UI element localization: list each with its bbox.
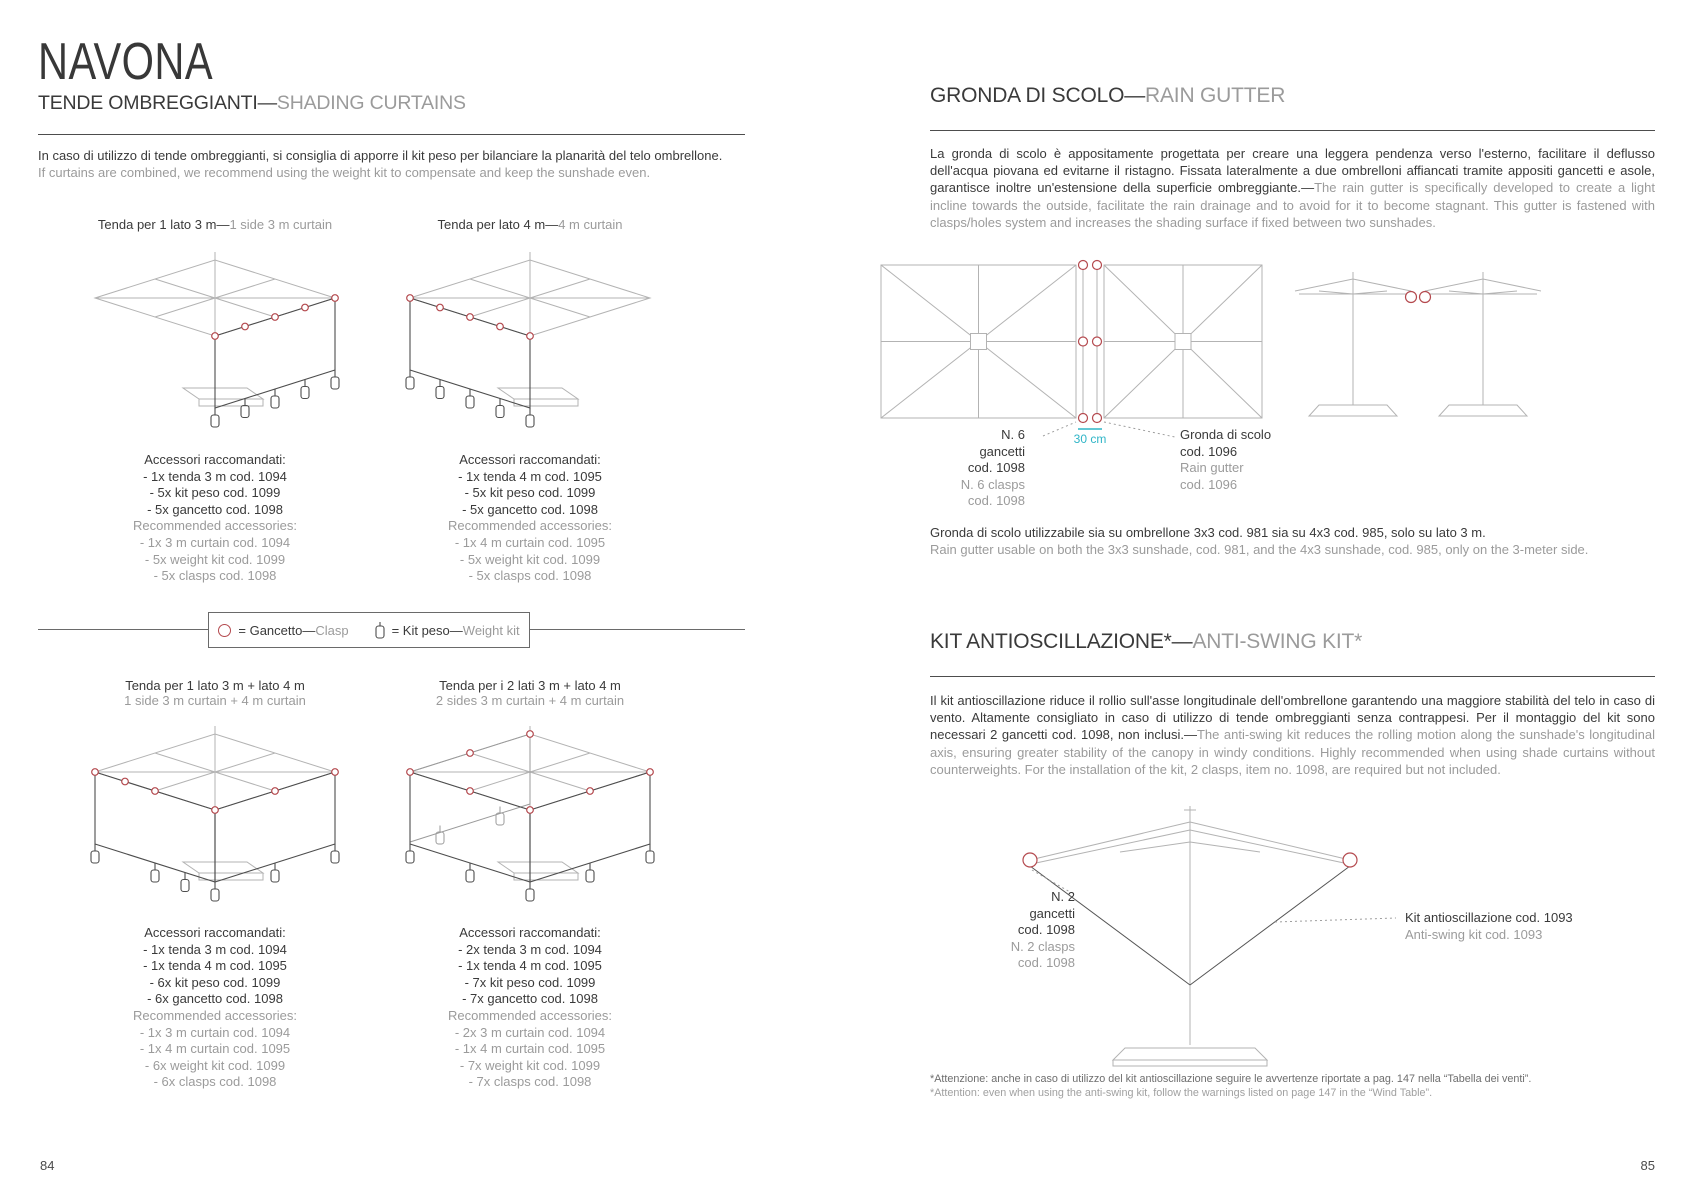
- legend-clasp: = Gancetto—Clasp: [218, 623, 348, 638]
- subtitle-it: TENDE OMBREGGIANTI: [38, 92, 258, 114]
- page-number-left: 84: [40, 1158, 55, 1173]
- weight-kit-icon: [211, 377, 339, 427]
- rain-gutter-note: Gronda di scolo utilizzabile sia su ombrellone 3x3 cod. 981 sia su 4x3 cod. 985, solo su lato 3 m. Rain gutter usable on both the 3x3 sunshade, cod. 981, and the 4x3 sunshade, cod. 985, only on the 3-meter side.: [930, 525, 1589, 558]
- umbrella-curtain-diagram-1: [65, 238, 365, 443]
- clasp-marker-icon: [407, 295, 534, 340]
- rain-gutter-rule: [930, 130, 1655, 131]
- diagram3-accessories: Accessori raccomandati: - 1x tenda 3 m cod. 1094 - 1x tenda 4 m cod. 1095 - 6x kit peso cod. 1099 - 6x gancetto cod. 1098 Recommended accessories: - 1x 3 m curtain cod. 1094 - 1x 4 m curtain cod. 1095 - 6x weight kit cod. 1099 - 6x clasps cod. 1098: [132, 925, 298, 1090]
- left-page: [0, 0, 820, 1200]
- diagram3-caption: Tenda per 1 lato 3 m + lato 4 m 1 side 3 m curtain + 4 m curtain: [124, 678, 306, 708]
- subtitle-dash: —: [257, 92, 277, 114]
- legend-weight: = Kit peso—Weight kit: [375, 622, 520, 639]
- clasp-marker-icon: [212, 295, 339, 340]
- diagram2-accessories: Accessori raccomandati: - 1x tenda 4 m cod. 1095 - 5x kit peso cod. 1099 - 5x gancetto cod. 1098 Recommended accessories: - 1x 4 m curtain cod. 1095 - 5x weight kit cod. 1099 - 5x clasps cod. 1098: [447, 452, 613, 584]
- anti-swing-heading: KIT ANTIOSCILLAZIONE*—ANTI-SWING KIT*: [930, 630, 1363, 653]
- subtitle-en: SHADING CURTAINS: [276, 92, 466, 114]
- gutter-name-label: Gronda di scolo cod. 1096 Rain gutter cod. 1096: [1180, 427, 1272, 492]
- diagram1-accessories: Accessori raccomandati: - 1x tenda 3 m cod. 1094 - 5x kit peso cod. 1099 - 5x gancetto cod. 1098 Recommended accessories: - 1x 3 m curtain cod. 1094 - 5x weight kit cod. 1099 - 5x clasps cod. 1098: [132, 452, 298, 584]
- right-page: [875, 0, 1697, 1200]
- umbrella-curtain-diagram-2: [380, 238, 680, 443]
- weight-kit-icon: [436, 813, 504, 844]
- gutter-clasps-label: N. 6 gancetti cod. 1098 N. 6 clasps cod. 1098: [960, 427, 1025, 508]
- measure-label: 30 cm: [1073, 432, 1107, 446]
- page-subtitle: [38, 92, 466, 115]
- intro-it: In caso di utilizzo di tende ombreggianti, si consiglia di apporre il kit peso per bilanciare la planarità del telo ombrellone.: [38, 148, 723, 163]
- intro-en: If curtains are combined, we recommend using the weight kit to compensate and keep the sunshade even.: [38, 165, 651, 181]
- legend: [208, 612, 530, 648]
- diagram4-caption: Tenda per i 2 lati 3 m + lato 4 m 2 sides 3 m curtain + 4 m curtain: [435, 678, 625, 708]
- page-number-right: 85: [1640, 1158, 1655, 1173]
- clasp-marker-icon: [1406, 292, 1431, 303]
- rain-gutter-diagram: [875, 258, 1665, 445]
- swing-clasps-label: N. 2 gancetti cod. 1098 N. 2 clasps cod. 1098: [1010, 889, 1075, 970]
- anti-swing-footnote: *Attenzione: anche in caso di utilizzo del kit antioscillazione seguire le avvertenze riportate a pag. 147 nella “Tabella dei venti”. *Attention: even when using the anti-swing kit, follow the warnings listed on page 147 in the “Wind Table”.: [930, 1073, 1532, 1099]
- page-title: NAVONA: [38, 33, 213, 91]
- weight-kit-icon: [375, 622, 385, 639]
- umbrella-curtain-diagram-3: [65, 712, 365, 917]
- anti-swing-kit-label: Kit antioscillazione cod. 1093 Anti-swing kit cod. 1093: [1405, 910, 1573, 942]
- intro-paragraph: [38, 147, 758, 181]
- rain-gutter-paragraph: La gronda di scolo è appositamente progettata per creare una leggera pendenza verso l'esterno, facilitare il deflusso dell'acqua piovana ed evitarne il ristagno. Fissata lateralmente a due ombrelloni affiancati tramite appositi gancetti e asole, garantisce inoltre un'estensione della superficie ombreggiante.—The rain gutter is specifically developed to create a light incline towards the outside, facilitate the rain drainage and to avoid for it to become stagnant. This gutter is fastened with clasps/holes system and increases the shading surface if fixed between two sunshades.: [930, 146, 1656, 230]
- umbrella-curtain-diagram-4: [380, 712, 680, 917]
- clasp-marker-icon: [1079, 261, 1102, 423]
- clasp-icon: [218, 624, 231, 637]
- diagram2-caption: Tenda per lato 4 m—4 m curtain: [437, 217, 623, 232]
- weight-kit-icon: [406, 377, 534, 427]
- diagram4-accessories: Accessori raccomandati: - 2x tenda 3 m cod. 1094 - 1x tenda 4 m cod. 1095 - 7x kit peso cod. 1099 - 7x gancetto cod. 1098 Recommended accessories: - 2x 3 m curtain cod. 1094 - 1x 4 m curtain cod. 1095 - 7x weight kit cod. 1099 - 7x clasps cod. 1098: [447, 925, 613, 1090]
- anti-swing-rule: [930, 676, 1655, 677]
- diagram1-caption: Tenda per 1 lato 3 m—1 side 3 m curtain: [97, 217, 333, 232]
- front-view-sunshades: [1295, 272, 1541, 416]
- left-header-rule: [38, 134, 745, 135]
- rain-gutter-heading: GRONDA DI SCOLO—RAIN GUTTER: [930, 84, 1286, 107]
- anti-swing-paragraph: Il kit antioscillazione riduce il rollio sull'asse longitudinale dell'ombrellone garantendo una maggiore stabilità del telo in caso di vento. Altamente consigliato in caso di utilizzo di tende ombreggianti senza contrappesi. Per il montaggio del kit sono necessari 2 gancetti cod. 1098, non inclusi.—The anti-swing kit reduces the rolling motion along the sunshade's longitudinal axis, ensuring greater stability of the canopy in windy conditions. Highly recommended when using shade curtains without counterweights. For the installation of the kit, 2 clasps, item no. 1098, are required but not included.: [930, 693, 1655, 777]
